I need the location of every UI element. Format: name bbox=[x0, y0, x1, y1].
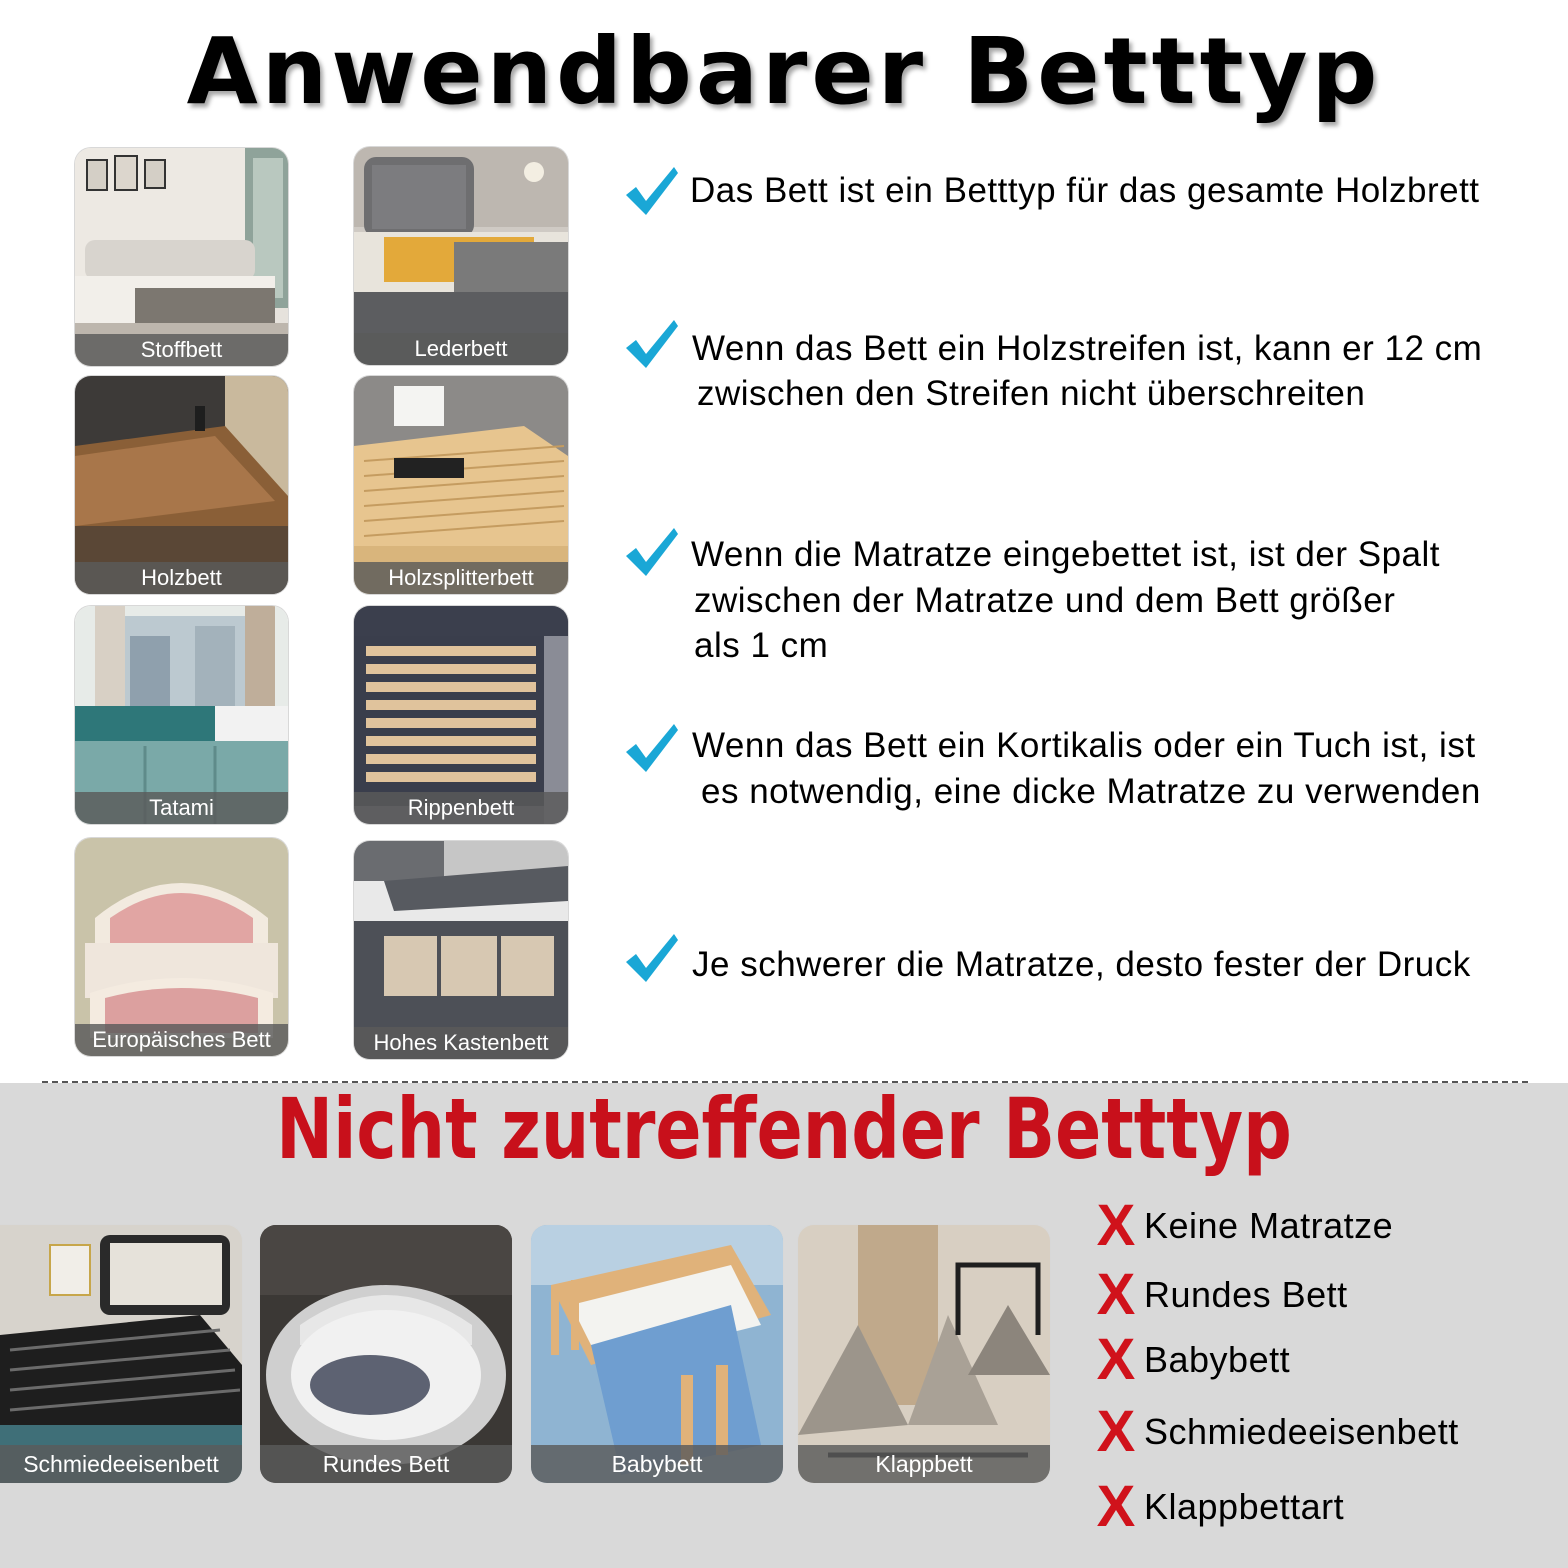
bed-tile-babybett bbox=[531, 1225, 783, 1483]
not-applicable-item bbox=[1096, 1399, 1459, 1464]
check-icon bbox=[624, 318, 680, 370]
rule-2-line-2: zwischen den Streifen nicht überschreiten bbox=[697, 374, 1366, 413]
bed-tile-tatami bbox=[75, 606, 288, 824]
bed-tile-label: Rippenbett bbox=[354, 792, 568, 824]
bed-tile-label: Schmiedeeisenbett bbox=[0, 1445, 242, 1483]
bed-tile-label: Europäisches Bett bbox=[75, 1024, 288, 1056]
bed-tile-label: Tatami bbox=[75, 792, 288, 824]
not-applicable-label: Schmiedeeisenbett bbox=[1144, 1411, 1459, 1452]
bed-tile-label: Holzbett bbox=[75, 562, 288, 594]
bed-tile-label: Babybett bbox=[531, 1445, 783, 1483]
top-title: Anwendbarer Betttyp bbox=[186, 18, 1382, 125]
cross-icon: X bbox=[1096, 1327, 1136, 1392]
rule-5-line-1: Je schwerer die Matratze, desto fester der Druck bbox=[692, 945, 1471, 984]
bed-tile-holzsplitterbett bbox=[354, 376, 568, 594]
cross-icon: X bbox=[1096, 1474, 1136, 1539]
bottom-title: Nicht zutreffender Betttyp bbox=[276, 1080, 1292, 1178]
bed-tile-klappbett bbox=[798, 1225, 1050, 1483]
bed-tile-label: Lederbett bbox=[354, 333, 568, 365]
check-icon bbox=[624, 526, 680, 578]
bed-tile-label: Hohes Kastenbett bbox=[354, 1027, 568, 1059]
not-applicable-label: Keine Matratze bbox=[1144, 1205, 1394, 1246]
not-applicable-item bbox=[1096, 1327, 1291, 1392]
bed-tile-hohes-kastenbett bbox=[354, 841, 568, 1059]
bed-tile-label: Rundes Bett bbox=[260, 1445, 512, 1483]
not-applicable-item bbox=[1096, 1474, 1345, 1539]
bed-tile-lederbett bbox=[354, 147, 568, 365]
rule-4-line-1: Wenn das Bett ein Kortikalis oder ein Tuch ist, ist bbox=[692, 726, 1476, 765]
bed-tile-label: Stoffbett bbox=[75, 334, 288, 366]
cross-icon: X bbox=[1096, 1262, 1136, 1327]
check-icon bbox=[624, 722, 680, 774]
bed-tile-rippenbett bbox=[354, 606, 568, 824]
bed-tile-europaeisches-bett bbox=[75, 838, 288, 1056]
not-applicable-label: Klappbettart bbox=[1144, 1486, 1345, 1527]
rule-1-line-1: Das Bett ist ein Betttyp für das gesamte Holzbrett bbox=[690, 171, 1480, 210]
rule-3-line-3: als 1 cm bbox=[694, 626, 829, 665]
rule-2-line-1: Wenn das Bett ein Holzstreifen ist, kann er 12 cm bbox=[692, 329, 1483, 368]
rule-3-line-1: Wenn die Matratze eingebettet ist, ist der Spalt bbox=[691, 535, 1441, 574]
cross-icon: X bbox=[1096, 1399, 1136, 1464]
rule-3-line-2: zwischen der Matratze und dem Bett größer bbox=[694, 581, 1396, 620]
bed-tile-label: Holzsplitterbett bbox=[354, 562, 568, 594]
bed-tile-stoffbett bbox=[75, 148, 288, 366]
not-applicable-label: Rundes Bett bbox=[1144, 1274, 1348, 1315]
check-icon bbox=[624, 932, 680, 984]
bed-tile-holzbett bbox=[75, 376, 288, 594]
check-icon bbox=[624, 165, 680, 217]
bed-tile-label: Klappbett bbox=[798, 1445, 1050, 1483]
cross-icon: X bbox=[1096, 1193, 1136, 1258]
rule-4-line-2: es notwendig, eine dicke Matratze zu verwenden bbox=[701, 772, 1481, 811]
not-applicable-item bbox=[1096, 1262, 1348, 1327]
not-applicable-label: Babybett bbox=[1144, 1339, 1291, 1380]
bed-tile-rundes-bett bbox=[260, 1225, 512, 1483]
bed-tile-schmiedeeisenbett bbox=[0, 1225, 242, 1483]
not-applicable-item bbox=[1096, 1193, 1394, 1258]
